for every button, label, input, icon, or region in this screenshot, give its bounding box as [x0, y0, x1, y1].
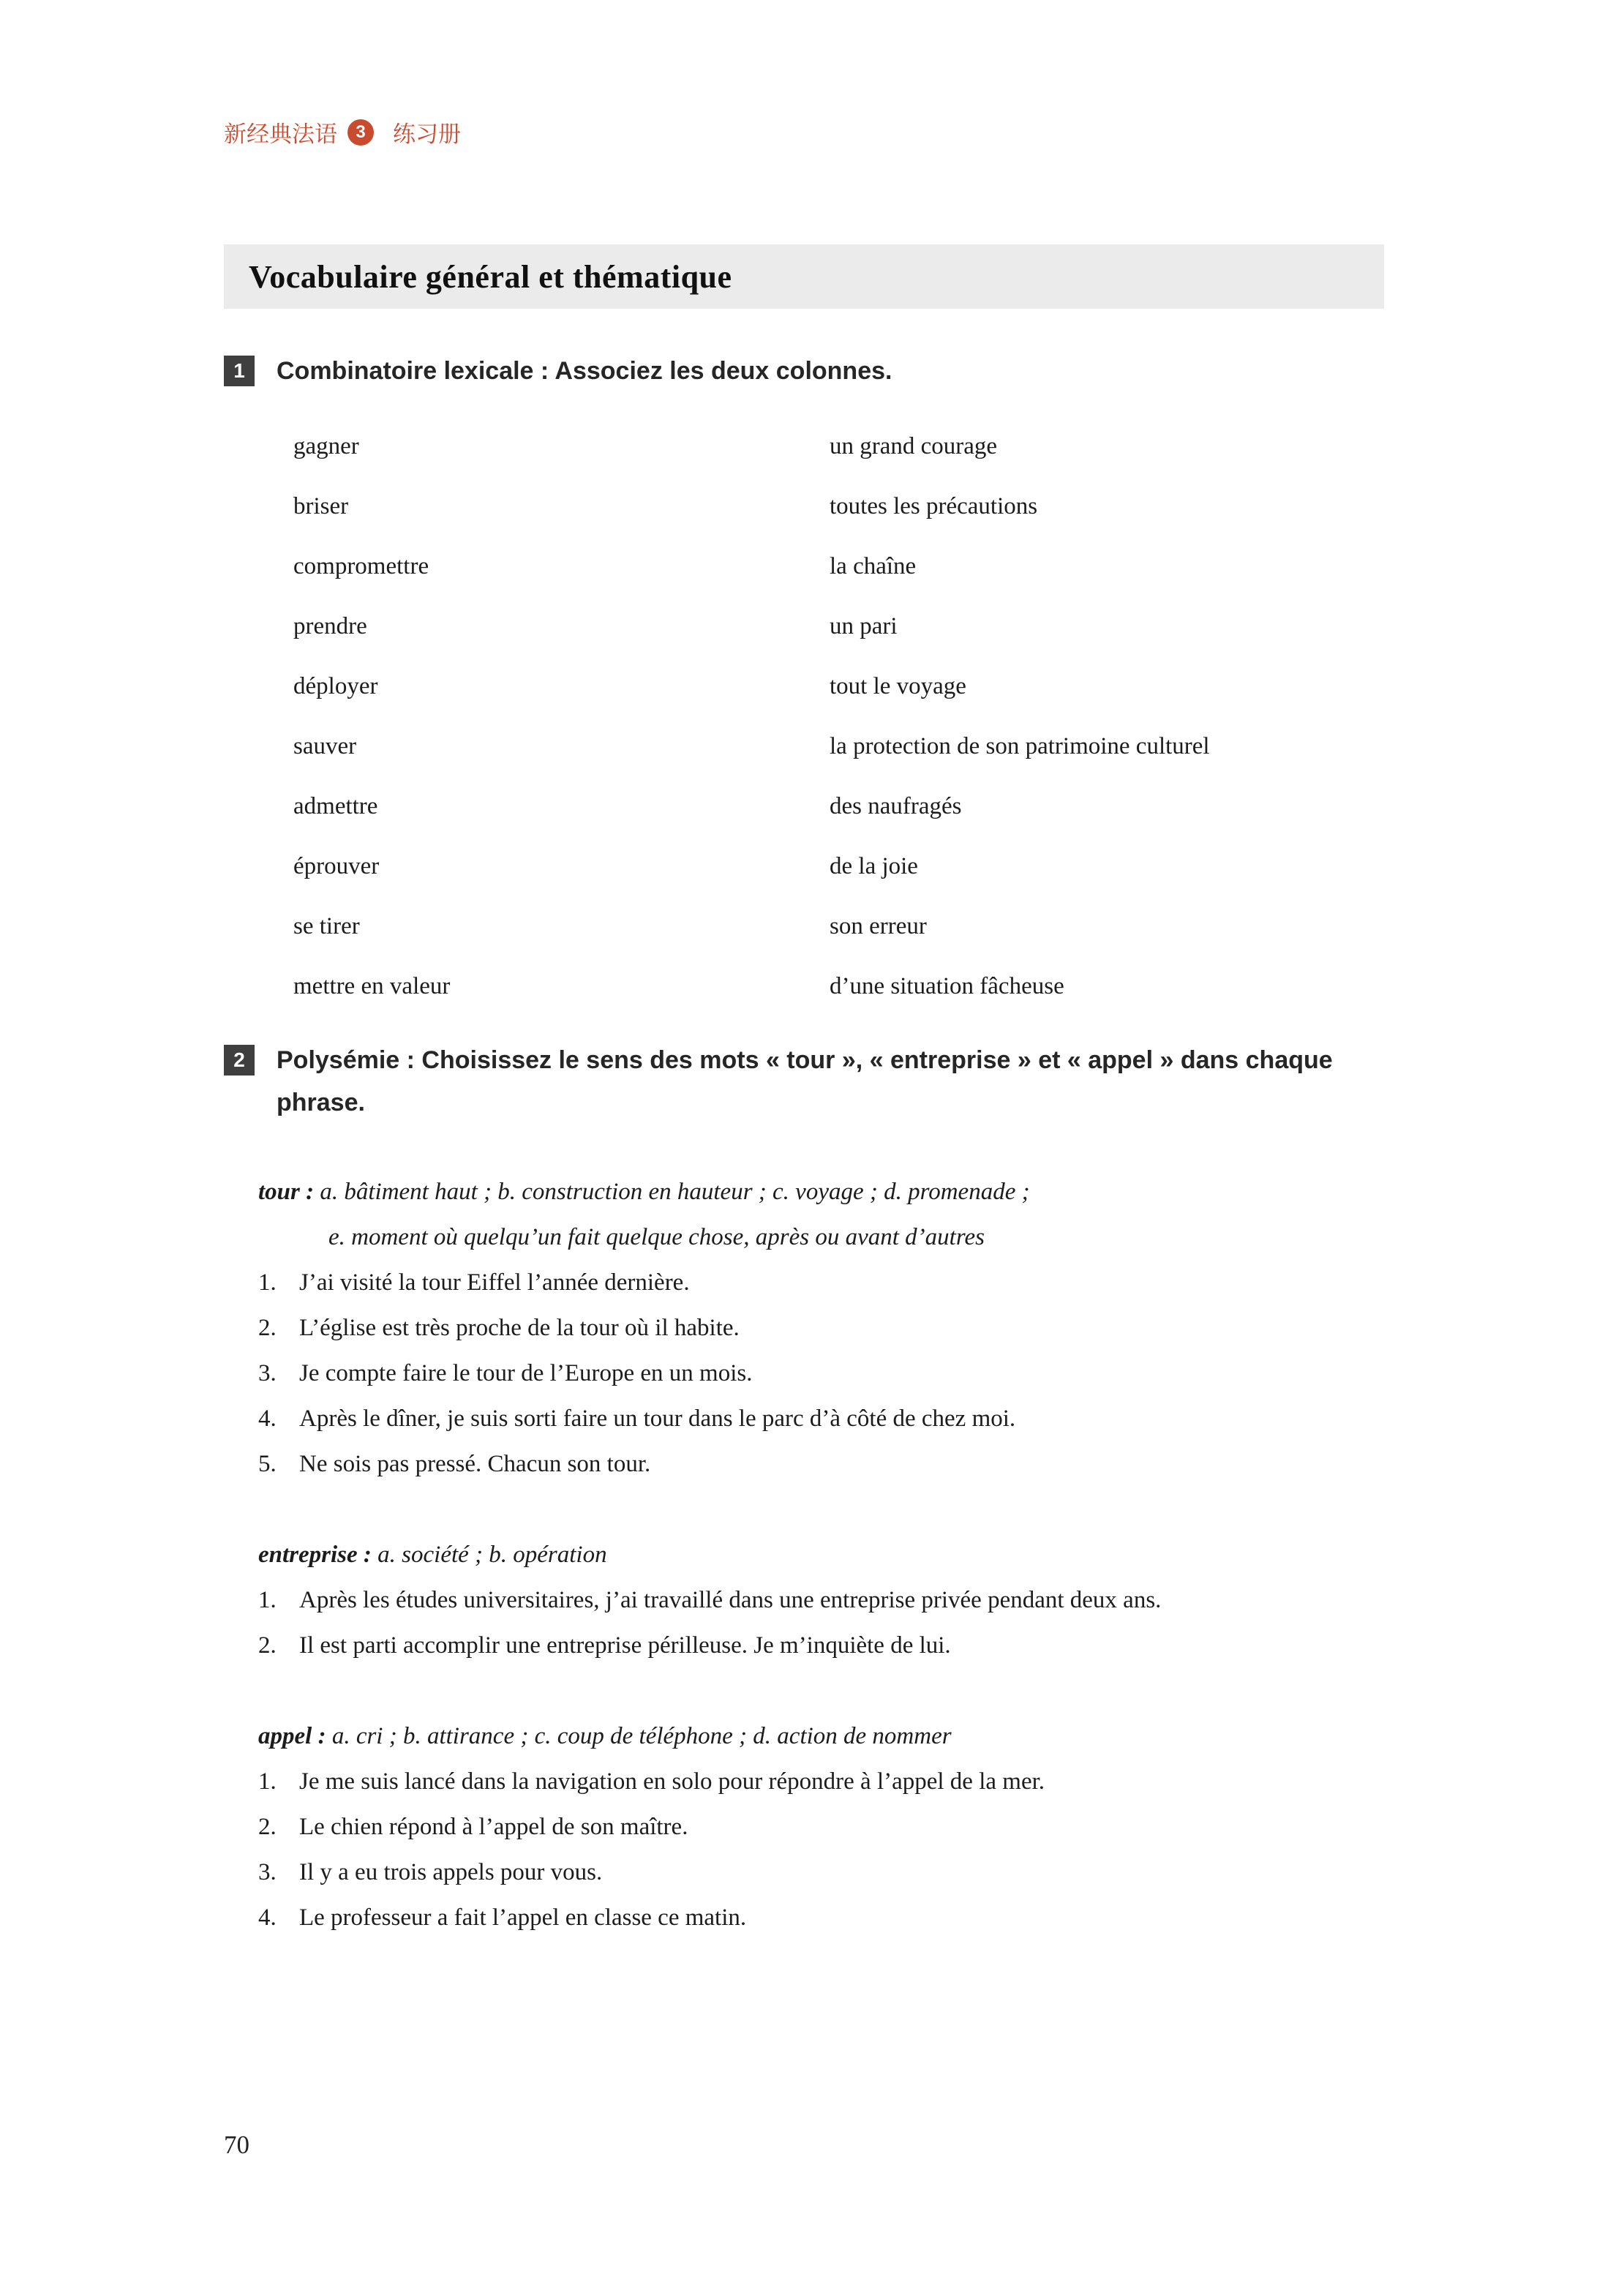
list-item [258, 1351, 1403, 1396]
headword: appel : [258, 1723, 326, 1749]
match-left-text: déployer [293, 673, 378, 699]
match-right-text: un pari [830, 613, 898, 639]
running-head [224, 116, 461, 149]
list-item [258, 1895, 1403, 1940]
item-number: 3. [258, 1859, 277, 1885]
list-item [258, 1804, 1403, 1850]
match-row [293, 550, 1403, 582]
item-text: Le chien répond à l’appel de son maître. [299, 1814, 688, 1840]
list-item [258, 1396, 1403, 1441]
match-right-text: d’une situation fâcheuse [830, 973, 1064, 999]
match-right-text: toutes les précautions [830, 493, 1038, 519]
list-item [258, 1305, 1403, 1351]
exercise2-number-box: 2 [224, 1045, 255, 1076]
match-row [293, 910, 1403, 942]
headword: tour : [258, 1179, 315, 1205]
exercise1-header [224, 350, 1403, 392]
volume-badge: 3 [347, 119, 374, 146]
item-number: 5. [258, 1451, 277, 1477]
section-banner [224, 244, 1384, 309]
match-left-text: se tirer [293, 913, 360, 939]
match-left-text: briser [293, 493, 349, 519]
item-text: Je me suis lancé dans la navigation en solo pour répondre à l’appel de la mer. [299, 1768, 1045, 1795]
item-number: 2. [258, 1315, 277, 1341]
match-left-text: éprouver [293, 853, 380, 879]
matching-list [293, 430, 1403, 1002]
match-row [293, 490, 1403, 522]
match-left-text: admettre [293, 793, 378, 819]
item-text: Il y a eu trois appels pour vous. [299, 1859, 603, 1885]
match-left-text: sauver [293, 733, 357, 759]
list-item [258, 1441, 1403, 1487]
match-right-text: de la joie [830, 853, 918, 879]
item-text: Je compte faire le tour de l’Europe en un mois. [299, 1360, 753, 1386]
match-left-text: compromettre [293, 553, 429, 579]
item-text: Après le dîner, je suis sorti faire un tour dans le parc d’à côté de chez moi. [299, 1405, 1016, 1432]
book-title: 练习册 [393, 121, 461, 147]
exercise2-title: Polysémie : Choisissez le sens des mots « tour », « entreprise » et « appel » dans chaque phrase. [277, 1046, 1333, 1116]
item-text: Après les études universitaires, j’ai travaillé dans une entreprise privée pendant deux ans. [299, 1587, 1162, 1613]
match-row [293, 610, 1403, 642]
group-header [258, 1713, 1403, 1759]
match-row [293, 970, 1403, 1002]
item-text: Ne sois pas pressé. Chacun son tour. [299, 1451, 651, 1477]
match-row [293, 790, 1403, 822]
match-left-text: gagner [293, 433, 359, 459]
item-number: 1. [258, 1768, 277, 1795]
section-title: Vocabulaire général et thématique [249, 258, 732, 295]
item-number: 1. [258, 1587, 277, 1613]
match-right-text: la chaîne [830, 553, 917, 579]
word-groups [258, 1169, 1403, 1940]
match-right-text: la protection de son patrimoine culturel [830, 733, 1210, 759]
word-group-appel [258, 1713, 1403, 1940]
exercise1-number-box: 1 [224, 356, 255, 386]
list-item [258, 1759, 1403, 1804]
item-number: 4. [258, 1405, 277, 1432]
list-item [258, 1577, 1403, 1623]
word-group-entreprise [258, 1532, 1403, 1668]
item-number: 1. [258, 1269, 277, 1296]
item-number: 4. [258, 1904, 277, 1931]
match-right-text: des naufragés [830, 793, 962, 819]
series-title: 新经典法语 [224, 121, 337, 147]
match-row [293, 430, 1403, 462]
exercise1-title: Combinatoire lexicale : Associez les deux colonnes. [277, 357, 892, 385]
item-number: 2. [258, 1814, 277, 1840]
match-left-text: prendre [293, 613, 367, 639]
senses-list: a. bâtiment haut ; b. construction en hauteur ; c. voyage ; d. promenade ; [320, 1179, 1030, 1205]
group-header [258, 1532, 1403, 1577]
list-item [258, 1850, 1403, 1895]
match-right-text: un grand courage [830, 433, 998, 459]
item-text: J’ai visité la tour Eiffel l’année dernière. [299, 1269, 690, 1296]
item-number: 3. [258, 1360, 277, 1386]
match-left-text: mettre en valeur [293, 973, 451, 999]
headword: entreprise : [258, 1542, 372, 1568]
item-number: 2. [258, 1632, 277, 1659]
senses-list: a. société ; b. opération [377, 1542, 607, 1568]
match-right-text: son erreur [830, 913, 927, 939]
match-row [293, 850, 1403, 882]
list-item [258, 1623, 1403, 1668]
exercise2-header [224, 1039, 1403, 1124]
group-header [258, 1169, 1403, 1215]
match-row [293, 670, 1403, 702]
item-text: Le professeur a fait l’appel en classe ce matin. [299, 1904, 747, 1931]
item-text: Il est parti accomplir une entreprise périlleuse. Je m’inquiète de lui. [299, 1632, 951, 1659]
page-number: 70 [224, 2131, 249, 2159]
exercise2 [224, 1039, 1403, 1940]
senses-list: a. cri ; b. attirance ; c. coup de téléphone ; d. action de nommer [331, 1723, 952, 1749]
word-group-tour [258, 1169, 1403, 1487]
item-text: L’église est très proche de la tour où il habite. [299, 1315, 740, 1341]
match-row [293, 730, 1403, 762]
list-item [258, 1260, 1403, 1305]
page-content [224, 350, 1403, 1940]
match-right-text: tout le voyage [830, 673, 966, 699]
senses-continuation: e. moment où quelqu’un fait quelque chose, après ou avant d’autres [328, 1224, 985, 1250]
